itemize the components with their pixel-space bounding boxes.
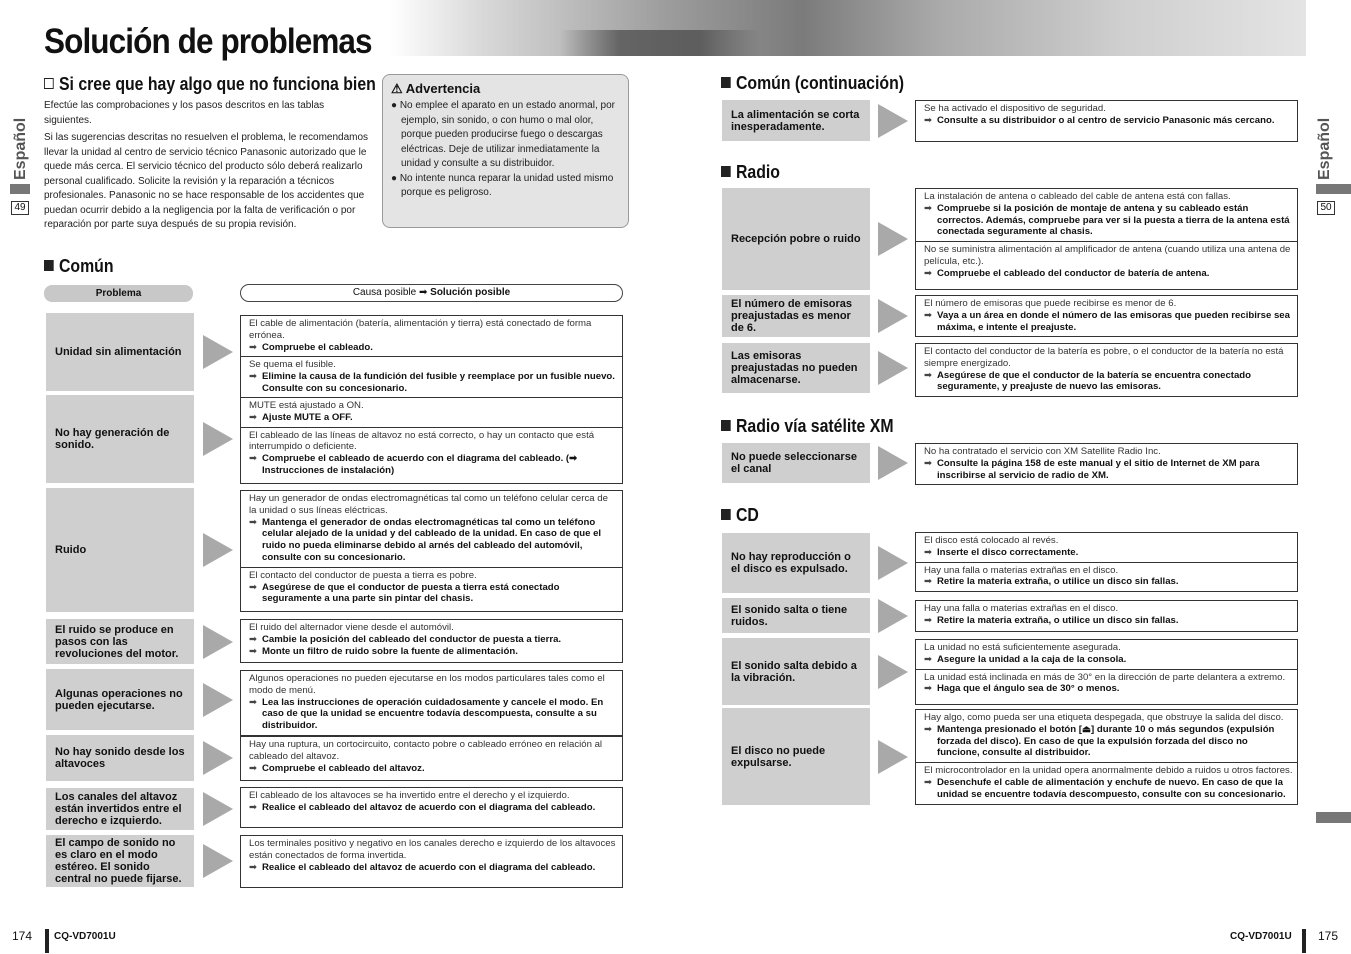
footer-model-right: CQ-VD7001U (1230, 931, 1292, 942)
cause-solution-cell (915, 639, 1298, 705)
cause-solution-cell (915, 188, 1298, 290)
cause-text: Hay una falla o materias extrañas en el disco. (924, 603, 1119, 614)
solution-text: ➡ Compruebe el cableado de acuerdo con el diagrama del cableado. (➡ Instrucciones de instalación) (249, 453, 618, 477)
square-bullet-icon (721, 166, 731, 177)
cause-text: El cableado de las líneas de altavoz no está correcto, o hay un contacto que está interrumpido o deficiente. (249, 429, 595, 453)
cause-entry (916, 344, 1297, 396)
footer-page-left: 174 (12, 929, 33, 943)
cause-entry (916, 640, 1297, 669)
problem-cell: No puede seleccionarse el canal (722, 443, 870, 483)
intro-text (44, 99, 374, 236)
cause-text: El cable de alimentación (batería, alimentación y tierra) está conectado de forma errónea. (249, 318, 592, 341)
solution-text: ➡ Compruebe el cableado del altavoz. (249, 763, 618, 775)
arrow-triangle-icon (878, 599, 908, 633)
solution-text: ➡ Consulte a su distribuidor o al centro de servicio Panasonic más cercano. (924, 115, 1293, 127)
side-language-right: Español (1316, 117, 1333, 180)
problem-cell: La alimentación se corta inesperadamente. (722, 100, 870, 141)
solution-text: ➡ Realice el cableado del altavoz de acuerdo con el diagrama del cableado. (249, 802, 618, 814)
problem-cell: Algunas operaciones no pueden ejecutarse. (46, 669, 194, 730)
arrow-triangle-icon (203, 625, 233, 659)
cause-solution-cell (915, 100, 1298, 142)
cause-text: Se ha activado el dispositivo de seguridad. (924, 103, 1106, 114)
cause-text: Hay un generador de ondas electromagnéticas tal como un teléfono celular cerca de la unidad o sus líneas eléctricas. (249, 493, 608, 516)
cause-text: El número de emisoras que puede recibirse es menor de 6. (924, 298, 1177, 309)
arrow-right-icon: ➡ (418, 287, 428, 298)
arrow-triangle-icon (878, 104, 908, 138)
cause-entry (241, 567, 622, 608)
problem-cell: Los canales del altavoz están invertidos entre el derecho e izquierdo. (46, 788, 194, 830)
problem-cell: El sonido salta o tiene ruidos. (722, 598, 870, 633)
solution-text: ➡ Haga que el ángulo sea de 30° o menos. (924, 683, 1293, 695)
problem-cell: Las emisoras preajustadas no pueden almacenarse. (722, 343, 870, 393)
section-comun-cont-heading: Común (continuación) (721, 73, 904, 94)
arrow-triangle-icon (878, 446, 908, 480)
solution-text: ➡ Compruebe si la posición de montaje de antena y su cableado están correctos. Además, compruebe para ver si la puesta a tierra de la antena está conectada seguramente al chasis. (924, 203, 1293, 238)
solution-text: ➡ Lea las instrucciones de operación cuidadosamente y cancele el modo. En caso de que la unidad se encuentre todavía descompuesta, consulte a su distribuidor. (249, 697, 618, 732)
cause-solution-cell (240, 670, 623, 736)
arrow-triangle-icon (878, 299, 908, 333)
cause-entry (916, 601, 1297, 630)
problem-cell: El ruido se produce en pasos con las revoluciones del motor. (46, 619, 194, 664)
cause-solution-cell (240, 619, 623, 663)
section-radio-heading: Radio (721, 162, 780, 183)
cause-text: El disco está colocado al revés. (924, 535, 1059, 546)
column-header-problem: Problema (44, 285, 193, 302)
arrow-triangle-icon (878, 740, 908, 774)
cause-text: Hay algo, como pueda ser una etiqueta despegada, que obstruye la salida del disco. (924, 712, 1284, 723)
arrow-triangle-icon (203, 422, 233, 456)
cause-entry (241, 356, 622, 397)
cause-entry (241, 737, 622, 777)
footer-model-left: CQ-VD7001U (54, 931, 116, 942)
arrow-triangle-icon (203, 741, 233, 775)
cause-entry (916, 444, 1297, 484)
side-bar-left (10, 184, 30, 194)
solution-text: ➡ Retire la materia extraña, o utilice un disco sin fallas. (924, 615, 1293, 627)
arrow-triangle-icon (878, 351, 908, 385)
section-cd-heading: CD (721, 505, 759, 526)
cause-text: El microcontrolador en la unidad opera anormalmente debido a ruidos u otros factores. (924, 765, 1293, 777)
cause-text: MUTE está ajustado a ON. (249, 400, 364, 411)
arrow-triangle-icon (203, 792, 233, 826)
solution-text: ➡ Consulte la página 158 de este manual y el sitio de Internet de XM para inscribirse al servicio de radio de XM. (924, 458, 1293, 482)
warning-triangle-icon: ⚠ (391, 81, 403, 96)
cause-solution-cell (915, 443, 1298, 485)
square-bullet-icon (721, 509, 731, 520)
cause-text: Los terminales positivo y negativo en los canales derecho e izquierdo de los altavoces están conectados de forma invertida. (249, 838, 616, 861)
problem-cell: No hay generación de sonido. (46, 395, 194, 483)
arrow-triangle-icon (878, 222, 908, 256)
problem-cell: Ruido (46, 488, 194, 612)
cause-entry (916, 189, 1297, 241)
cause-entry (916, 669, 1297, 699)
problem-cell: Unidad sin alimentación (46, 313, 194, 391)
solution-text: ➡ Elimine la causa de la fundición del fusible y reemplace por un fusible nuevo. Consulte con su concesionario. (249, 371, 618, 395)
solution-text: ➡ Compruebe el cableado. (249, 342, 618, 354)
cause-text: Se quema el fusible. (249, 359, 336, 371)
solution-text: ➡ Asegúrese de que el conductor de puesta a tierra está conectado seguramente a una parte sin pintar del chasis. (249, 582, 618, 606)
cause-solution-cell (915, 343, 1298, 397)
cause-entry (241, 671, 622, 735)
cause-entry (241, 316, 622, 356)
cause-solution-cell (915, 600, 1298, 632)
solution-text: ➡ Asegure la unidad a la caja de la consola. (924, 654, 1293, 666)
arrow-triangle-icon (203, 335, 233, 369)
warning-heading: ⚠ Advertencia (391, 81, 481, 96)
arrow-triangle-icon (878, 546, 908, 580)
arrow-triangle-icon (203, 533, 233, 567)
problem-cell: No hay reproducción o el disco es expulsado. (722, 533, 870, 593)
square-bullet-icon (721, 420, 731, 431)
warning-item-2: ● No intente nunca reparar la unidad usted mismo porque es peligroso. (391, 172, 614, 198)
arrow-triangle-icon (203, 683, 233, 717)
footer-divider-left (45, 929, 49, 953)
section-comun-heading: Común (44, 256, 114, 277)
cause-entry (916, 562, 1297, 592)
problem-cell: El número de emisoras preajustadas es menor de 6. (722, 295, 870, 337)
checkbox-square-icon (44, 78, 54, 89)
cause-entry (241, 788, 622, 817)
cause-text: El contacto del conductor de puesta a tierra es pobre. (249, 569, 477, 581)
square-bullet-icon (721, 77, 731, 88)
problem-cell: El campo de sonido no es claro en el modo estéreo. El sonido central no puede fijarse. (46, 835, 194, 887)
cause-text: La unidad está inclinada en más de 30° en la dirección de parte delantera a extremo. (924, 671, 1286, 683)
cause-entry (241, 427, 622, 480)
arrow-triangle-icon (203, 844, 233, 878)
cause-solution-cell (240, 835, 623, 888)
problem-cell: No hay sonido desde los altavoces (46, 735, 194, 781)
solution-text: ➡ Inserte el disco correctamente. (924, 547, 1293, 559)
cause-entry (916, 533, 1297, 562)
cause-solution-cell (915, 295, 1298, 337)
arrow-triangle-icon (878, 655, 908, 689)
solution-text: ➡ Ajuste MUTE a OFF. (249, 412, 618, 424)
header-road-image (390, 0, 1306, 56)
cause-text: El contacto del conductor de la batería es pobre, o el conductor de la batería no está siempre energizado. (924, 346, 1284, 369)
solution-text: ➡ Mantenga presionado el botón [⏏] durante 10 o más segundos (expulsión forzada del disco). En caso de que la expulsión forzada del disco no funcione, consulte al distribuidor. (924, 724, 1293, 759)
cause-entry (916, 710, 1297, 762)
cause-entry (916, 762, 1297, 803)
cause-text: No se suministra alimentación al amplificador de antena (cuando utiliza una antena de película, etc.). (924, 244, 1291, 267)
square-bullet-icon (44, 260, 54, 271)
warning-item-1: ● No emplee el aparato en un estado anormal, por ejemplo, sin sonido, o con humo o mal olor, porque pueden producirse fuego o descargas eléctricas. Deje de utilizar inmediatamente la unidad y consulte a su distribuidor. (391, 100, 615, 169)
cause-text: La unidad no está suficientemente asegurada. (924, 642, 1121, 653)
cause-solution-cell (240, 315, 623, 399)
cause-solution-cell (240, 490, 623, 612)
cause-solution-cell (915, 532, 1298, 592)
cause-text: El cableado de los altavoces se ha invertido entre el derecho y el izquierdo. (249, 790, 570, 801)
solution-text: ➡ Monte un filtro de ruido sobre la fuente de alimentación. (249, 646, 618, 658)
cause-entry (241, 491, 622, 567)
problem-cell: El disco no puede expulsarse. (722, 708, 870, 805)
cause-entry (916, 101, 1297, 130)
cause-text: La instalación de antena o cableado del cable de antena está con fallas. (924, 191, 1231, 202)
side-bar-right-bottom (1316, 812, 1351, 823)
intro-paragraph-2: Si las sugerencias descritas no resuelven el problema, le recomendamos llevar la unidad al centro de servicio técnico Panasonic autorizado que le quede más cerca. El servicio técnico del producto sólo deberá realizarlo personal cualificado. Solicite la revisión y la reparación a técnicos profesionales. Panasonic no se hace responsable de los accidentes que puedan ocurrir debido a la negligencia por la falta de verificación o por reparación por parte suya después de su propia revisión. (44, 132, 369, 230)
cause-solution-cell (240, 787, 623, 828)
page-tab-left: 49 (11, 201, 29, 215)
cause-entry (916, 241, 1297, 282)
header-road-shade (560, 30, 760, 56)
solution-text: ➡ Asegúrese de que el conductor de la batería se encuentra conectado seguramente, y preajuste de nuevo las emisoras. (924, 370, 1293, 394)
solution-text: ➡ Vaya a un área en donde el número de las emisoras que pueden recibirse sea máxima, e intente el preajuste. (924, 310, 1293, 334)
cause-entry (241, 620, 622, 660)
cause-solution-cell (240, 397, 623, 484)
solution-text: ➡ Cambie la posición del cableado del conductor de puesta a tierra. (249, 634, 618, 646)
cause-solution-cell (240, 736, 623, 781)
page-tab-right: 50 (1317, 201, 1335, 215)
solution-text: ➡ Compruebe el cableado del conductor de batería de antena. (924, 268, 1293, 280)
footer-page-right: 175 (1318, 929, 1339, 943)
problem-cell: El sonido salta debido a la vibración. (722, 638, 870, 705)
cause-text: No ha contratado el servicio con XM Satellite Radio Inc. (924, 446, 1161, 457)
cause-text: El ruido del alternador viene desde el automóvil. (249, 622, 454, 633)
cause-text: Hay una falla o materias extrañas en el disco. (924, 564, 1119, 576)
side-language-left: Español (12, 117, 29, 180)
cause-entry (241, 398, 622, 427)
side-bar-right (1316, 184, 1351, 194)
solution-text: ➡ Mantenga el generador de ondas electromagnéticas tal como un teléfono celular alejado de la unidad y del cableado de la unidad. En caso de que el ruido no pueda eliminarse debido al arnés del cableado del automóvil, consulte con su concesionario. (249, 517, 618, 564)
solution-text: ➡ Retire la materia extraña, o utilice un disco sin fallas. (924, 576, 1293, 588)
column-header-cause-solution: Causa posible ➡ Solución posible (240, 284, 623, 302)
solution-text: ➡ Desenchufe el cable de alimentación y enchufe de nuevo. En caso de que la unidad se encuentre todavía descompuesto, consulte con su concesionario. (924, 777, 1293, 801)
cause-solution-cell (915, 709, 1298, 805)
solution-text: ➡ Realice el cableado del altavoz de acuerdo con el diagrama del cableado. (249, 862, 618, 874)
cause-entry (241, 836, 622, 876)
section-check-heading: Si cree que hay algo que no funciona bien (44, 74, 376, 95)
intro-paragraph-1: Efectúe las comprobaciones y los pasos descritos en las tablas siguientes. (44, 100, 325, 126)
cause-text: Algunos operaciones no pueden ejecutarse en los modos particulares tales como el modo de menú. (249, 673, 605, 696)
warning-box (382, 74, 629, 228)
cause-entry (916, 296, 1297, 336)
footer-divider-right (1302, 929, 1306, 953)
problem-cell: Recepción pobre o ruido (722, 188, 870, 290)
cause-text: Hay una ruptura, un cortocircuito, contacto pobre o cableado erróneo en relación al cableado del altavoz. (249, 739, 603, 762)
section-xm-heading: Radio vía satélite XM (721, 416, 894, 437)
page-title: Solución de problemas (44, 22, 372, 61)
